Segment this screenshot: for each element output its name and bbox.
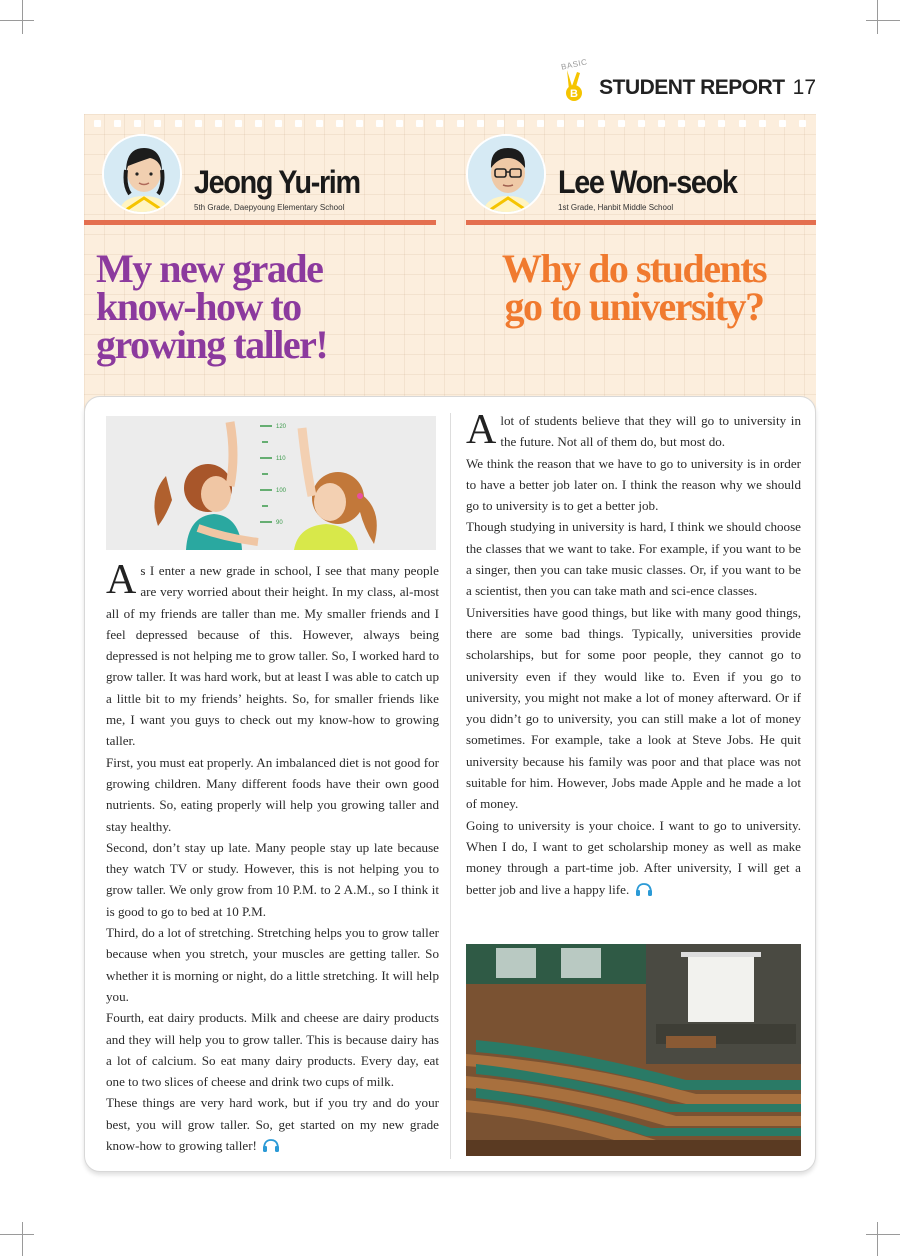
drop-cap: A <box>466 407 497 453</box>
author-block-left <box>102 134 452 224</box>
lecture-hall-illustration <box>466 944 801 1156</box>
author-block-right <box>466 134 816 224</box>
binder-dot <box>477 120 484 127</box>
paragraph: First, you must eat properly. An imbalanced diet is not good for growing children. Many different foods have their own good nutrients. So, eating properly will help you growing taller and stay healthy. <box>106 754 439 834</box>
article-title-right <box>464 246 804 329</box>
binder-dot <box>336 120 343 127</box>
headphones-icon <box>262 1138 280 1152</box>
binder-dot <box>698 120 705 127</box>
page-number: 17 <box>792 76 816 99</box>
paragraph: Though studying in university is hard, I think we should choose the classes that we want to take. For example, if you want to be a singer, then you can take music classes. Or, if you want to be a scientist, then you can take math and sci-ence classes. <box>466 519 801 599</box>
paragraph: Second, don’t stay up late. Many people stay up late because they watch TV or study. However, this is not helping you to grow taller. We only grow from 10 P.M. to 2 A.M., so I think it is good to go to bed at 10 P.M. <box>106 839 439 919</box>
victory-hand-icon <box>563 68 589 102</box>
binder-dot <box>517 120 524 127</box>
paragraph <box>106 557 439 752</box>
binder-dot <box>598 120 605 127</box>
binder-dot <box>678 120 685 127</box>
binder-dot <box>134 120 141 127</box>
paragraph: Third, do a lot of stretching. Stretching helps you to grow taller because when you stretch, your muscles are getting taller. So whether it is morning or night, do a little stretching. It will help you. <box>106 925 439 1004</box>
paragraph-text: lot of students believe that they will go to university in the future. Not all of them do, but most do. <box>500 413 801 450</box>
paragraph <box>106 1092 439 1156</box>
binder-dot <box>658 120 665 127</box>
paragraph <box>466 407 801 453</box>
paragraph <box>466 815 801 900</box>
page-header <box>560 57 816 104</box>
ruler-mark: 120 <box>276 424 287 430</box>
boy-avatar-icon <box>468 136 546 214</box>
section-title: STUDENT REPORT <box>599 76 785 99</box>
author-name: Jeong Yu-rim <box>194 164 360 200</box>
binder-dot <box>537 120 544 127</box>
ruler-mark: 90 <box>276 520 283 526</box>
binder-dot <box>457 120 464 127</box>
crop-mark <box>877 0 878 34</box>
lecture-hall-photo <box>466 944 801 1156</box>
binder-dot <box>215 120 222 127</box>
crop-mark <box>22 1222 23 1256</box>
author-rule <box>466 220 816 225</box>
binder-dot <box>295 120 302 127</box>
binder-dot <box>497 120 504 127</box>
title-line: know-how to <box>96 284 301 329</box>
author-rule <box>84 220 436 225</box>
kids-illustration <box>106 416 436 550</box>
binder-dot <box>396 120 403 127</box>
author-name: Lee Won-seok <box>558 164 737 200</box>
paragraph: We think the reason that we have to go to university is in order to have a better job later on. I think the reason why we should go to university is to get a better job. <box>466 455 801 514</box>
crop-mark <box>22 0 23 34</box>
article-body-right <box>466 407 801 900</box>
article-title-left <box>96 246 426 367</box>
title-line: growing taller! <box>96 322 328 367</box>
binder-dot <box>316 120 323 127</box>
binder-dot <box>718 120 725 127</box>
title-line: go to university? <box>504 284 764 329</box>
kids-measuring-height-photo <box>106 416 436 550</box>
binder-dot <box>275 120 282 127</box>
binder-dot <box>376 120 383 127</box>
logo-letter: B <box>570 88 579 100</box>
paragraph: Universities have good things, but like with many good things, there are some bad things. Typically, universities provide scholarships, but for some poor people, they cannot go to university even if they would like to. Even if you go to university, you might not make a lot of money afterward. Or if you didn’t go to university, you can still make a lot of money sometimes. For example, take a look at Steve Jobs. He quit university because his family was poor and that place was not suitable for him. However, Jobs made Apple and he made a lot of money. <box>466 604 801 812</box>
avatar <box>102 134 182 214</box>
title-panel <box>84 114 816 424</box>
binder-dot <box>154 120 161 127</box>
binder-dot <box>114 120 121 127</box>
binder-dot <box>618 120 625 127</box>
article-body-left <box>106 557 439 1156</box>
author-school: 1st Grade, Hanbit Middle School <box>558 203 674 212</box>
paragraph-text: These things are very hard work, but if you try and do your best, you will grow taller. So, get started on my new grade know-how to growing taller! <box>106 1095 439 1154</box>
crop-mark <box>866 20 900 21</box>
binder-dot <box>255 120 262 127</box>
paragraph: Fourth, eat dairy products. Milk and cheese are dairy products and they will help you to grow taller. This is because dairy has a lot of calcium. So eat many dairy products. Every day, eat one to two slices of cheese and drink two cups of milk. <box>106 1010 439 1090</box>
binder-dot <box>779 120 786 127</box>
girl-avatar-icon <box>104 136 182 214</box>
paragraph-text: Going to university is your choice. I want to go to university. When I do, I want to get scholarship money as well as make money through a part-time job. After university, I will get a better job and live a happy life. <box>466 817 801 897</box>
ruler-mark: 100 <box>276 488 287 494</box>
binder-dot <box>235 120 242 127</box>
crop-mark <box>877 1222 878 1256</box>
headphones-icon <box>635 882 653 896</box>
title-line: My new grade <box>96 246 323 291</box>
binder-dot <box>356 120 363 127</box>
drop-cap: A <box>106 557 137 603</box>
title-line: Why do students <box>501 246 767 291</box>
crop-mark <box>0 1234 34 1235</box>
binder-dot <box>577 120 584 127</box>
crop-mark <box>0 20 34 21</box>
basic-logo <box>560 57 593 104</box>
paragraph-text: s I enter a new grade in school, I see that many people are very worried about their height. In my class, al-most all of my friends are taller than me. My smaller friends and I feel depressed because of this. However, always being depressed is not helping me to grow taller. So, I worked hard to grow taller. It was hard work, but at least I was able to catch up a little bit to my friends’ heights. So, for smaller friends like me, I want you guys to check out my know-how to growing taller. <box>106 563 439 749</box>
binder-dot <box>557 120 564 127</box>
binder-dot <box>759 120 766 127</box>
crop-mark <box>866 1234 900 1235</box>
ruler-mark: 110 <box>276 456 286 462</box>
binder-dots <box>94 120 806 130</box>
binder-dot <box>94 120 101 127</box>
binder-dot <box>638 120 645 127</box>
author-school: 5th Grade, Daepyoung Elementary School <box>194 203 345 212</box>
binder-dot <box>799 120 806 127</box>
binder-dot <box>739 120 746 127</box>
binder-dot <box>416 120 423 127</box>
binder-dot <box>195 120 202 127</box>
avatar <box>466 134 546 214</box>
column-divider <box>450 413 451 1159</box>
binder-dot <box>436 120 443 127</box>
article-card <box>84 396 816 1172</box>
binder-dot <box>175 120 182 127</box>
logo-badge-text: BASIC <box>560 57 589 72</box>
